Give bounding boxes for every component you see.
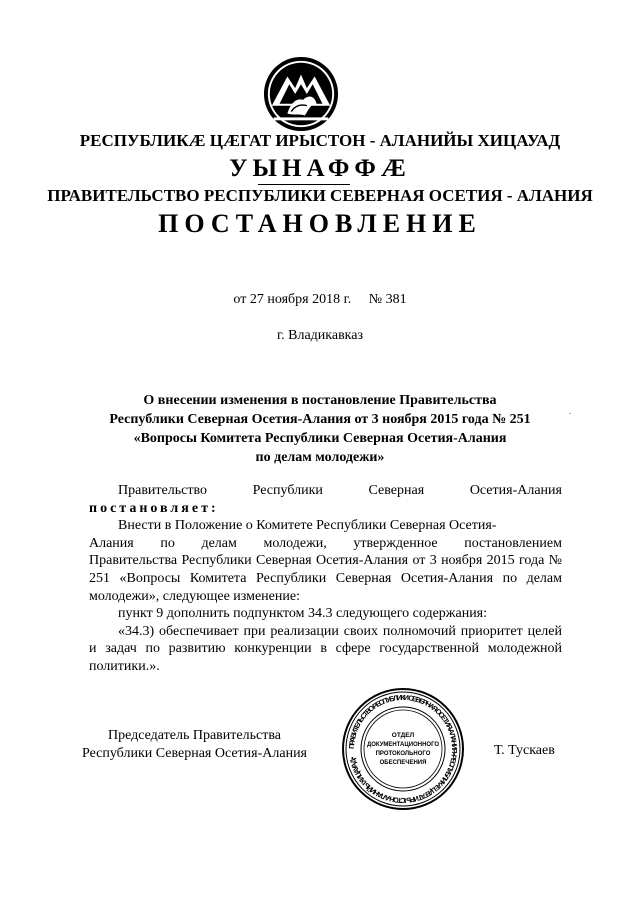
word: по <box>160 535 175 551</box>
official-seal-stamp <box>341 687 465 811</box>
signatory-name: Т. Тускаев <box>494 743 555 758</box>
word: утвержденное <box>353 535 438 551</box>
opening-word: Правительство <box>118 483 207 498</box>
paragraph-1-rest: Правительства Республики Северная Осетия-Алания от 3 ноября 2015 года № 251 «Вопросы Комитета Республики Северная Осетия-Алания по делам молодежи», следующее изменение: <box>89 553 562 604</box>
decree-city: г. Владикавказ <box>276 328 364 343</box>
opening-word: Северная <box>368 483 425 498</box>
word: делам <box>201 535 237 551</box>
russian-government-line: ПРАВИТЕЛЬСТВО РЕСПУБЛИКИ СЕВЕРНАЯ ОСЕТИЯ - АЛАНИЯ <box>47 186 593 205</box>
title-line: «Вопросы Комитета Республики Северная Осетия-Алания <box>133 431 507 446</box>
seal-center-line: ПРОТОКОЛЬНОГО <box>375 751 431 757</box>
opening-line <box>89 482 562 500</box>
signatory-position-line-1: Председатель Правительства <box>108 728 281 743</box>
stray-mark: · <box>568 406 572 420</box>
word: постановлением <box>464 535 562 551</box>
paragraph-2: пункт 9 дополнить подпунктом 34.3 следующего содержания: <box>118 606 488 622</box>
ossetian-decree-heading: УЫНАФФӔ <box>229 155 411 182</box>
word: Алания <box>89 535 134 551</box>
heading-divider <box>258 184 350 185</box>
word: молодежи, <box>263 535 327 551</box>
decree-number: № 381 <box>368 292 407 307</box>
paragraph-1-line-1: Внести в Положение о Комитете Республики Северная Осетия- <box>118 518 497 534</box>
title-line: О внесении изменения в постановление Правительства <box>143 393 497 408</box>
seal-center-line: ОБЕСПЕЧЕНИЯ <box>379 760 427 766</box>
signatory-position-line-2: Республики Северная Осетия-Алания <box>82 746 307 761</box>
opening-word: Республики <box>252 483 323 498</box>
seal-ring-text: ПРАВИТЕЛЬСТВО РЕСПУБЛИКИ СЕВЕРНАЯ ОСЕТИЯ-АЛАНИЯ • РЕСПУБЛИКӔ ЦӔГАТ ИРЫСТОН-АЛАНИЙЫ ХИЦАУАД • <box>346 692 460 806</box>
decree-date: от 27 ноября 2018 г. <box>233 292 352 307</box>
russian-decree-heading: ПОСТАНОВЛЕНИЕ <box>158 209 482 238</box>
coat-of-arms-emblem <box>262 55 340 133</box>
seal-center-line: ОТДЕЛ <box>391 732 415 739</box>
opening-word: Осетия-Алания <box>469 483 562 498</box>
paragraph-1-line-2 <box>89 535 562 553</box>
decree-title <box>60 391 580 467</box>
decree-date-number <box>0 292 640 308</box>
ossetian-government-line: РЕСПУБЛИКӔ ЦӔГАТ ИРЫСТОН - АЛАНИЙЫ ХИЦАУАД <box>79 131 561 150</box>
title-line: Республики Северная Осетия-Алания от 3 ноября 2015 года № 251 <box>109 412 531 427</box>
decree-body <box>89 482 562 676</box>
paragraph-3: «34.3) обеспечивает при реализации своих полномочий приоритет целей и задач по развитию конкуренции в сфере государственной молодежной политики.». <box>89 623 562 674</box>
seal-center-line: ДОКУМЕНТАЦИОННОГО <box>366 742 440 748</box>
title-line: по делам молодежи» <box>255 450 385 465</box>
resolves-word: постановляет: <box>89 500 219 516</box>
